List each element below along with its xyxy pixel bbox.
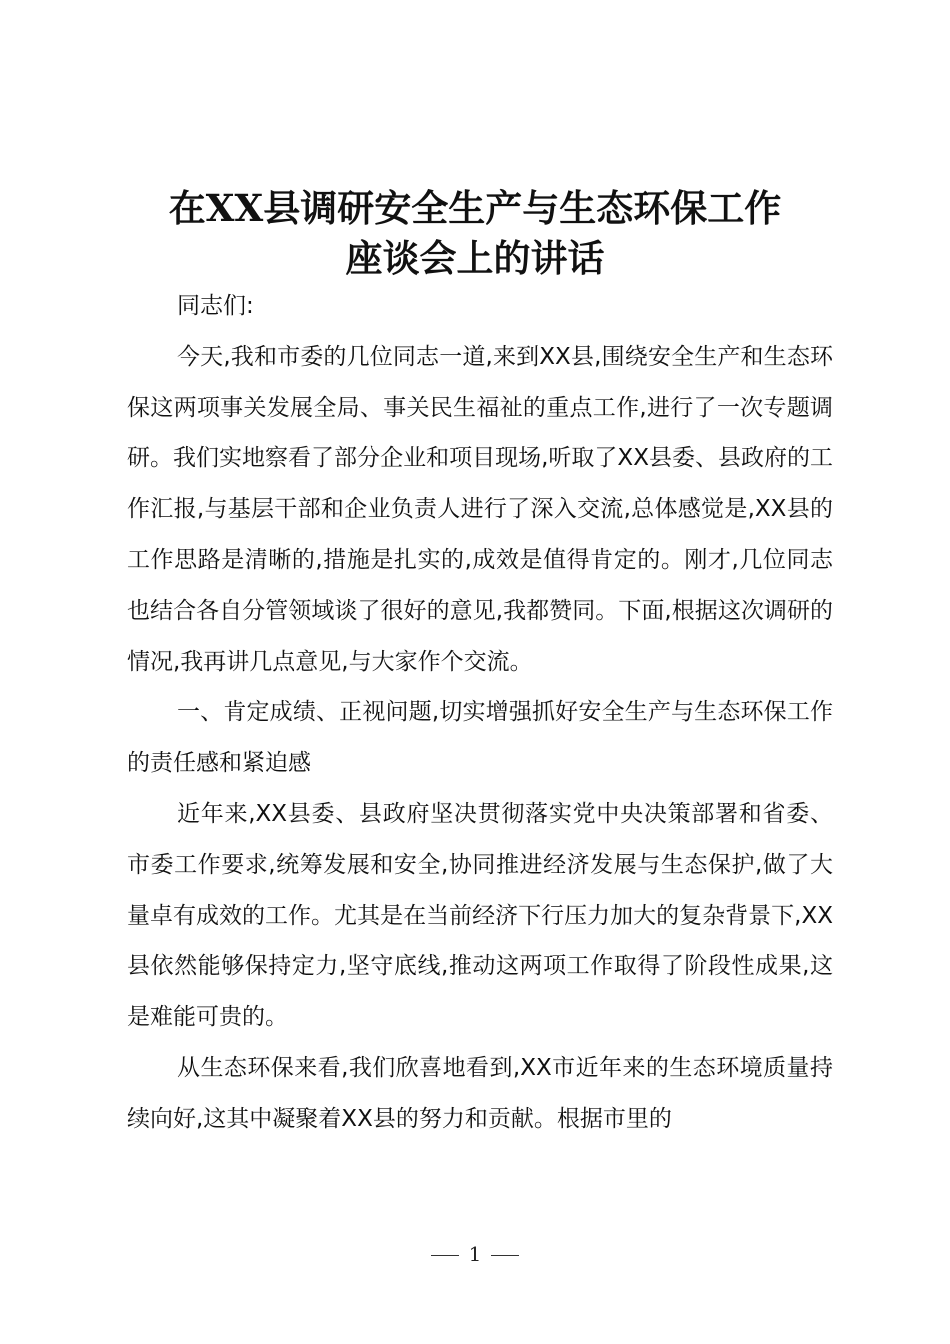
salutation: 同志们: [177, 293, 254, 319]
document-title-line-2: 座谈会上的讲话 [345, 236, 605, 280]
document-body [127, 281, 833, 1145]
paragraph-intro: 今天,我和市委的几位同志一道,来到XX县,围绕安全生产和生态环保这两项事关发展全局、事关民生福祉的重点工作,进行了一次专题调研。我们实地察看了部分企业和项目现场,听取了XX县委、县政府的工作汇报,与基层干部和企业负责人进行了深入交流,总体感觉是,XX县的工作思路是清晰的,措施是扎实的,成效是值得肯定的。刚才,几位同志也结合各自分管领域谈了很好的意见,我都赞同。下面,根据这次调研的情况,我再讲几点意见,与大家作个交流。 [127, 343, 833, 675]
footer-dash-right [491, 1255, 519, 1256]
footer-dash-left [431, 1255, 459, 1256]
page-number: 1 [468, 1242, 482, 1266]
paragraph-ecology: 从生态环保来看,我们欣喜地看到,XX市近年来的生态环境质量持续向好,这其中凝聚着XX县的努力和贡献。根据市里的 [127, 1054, 833, 1132]
page-footer [0, 1240, 950, 1268]
paragraph-achievements: 近年来,XX县委、县政府坚决贯彻落实党中央决策部署和省委、市委工作要求,统筹发展和安全,协同推进经济发展与生态保护,做了大量卓有成效的工作。尤其是在当前经济下行压力加大的复杂背景下,XX县依然能够保持定力,坚守底线,推动这两项工作取得了阶段性成果,这是难能可贵的。 [127, 800, 833, 1031]
document-title-line-1: 在XX县调研安全生产与生态环保工作 [168, 186, 782, 230]
section-heading-1: 一、肯定成绩、正视问题,切实增强抓好安全生产与生态环保工作的责任感和紧迫感 [127, 699, 833, 777]
